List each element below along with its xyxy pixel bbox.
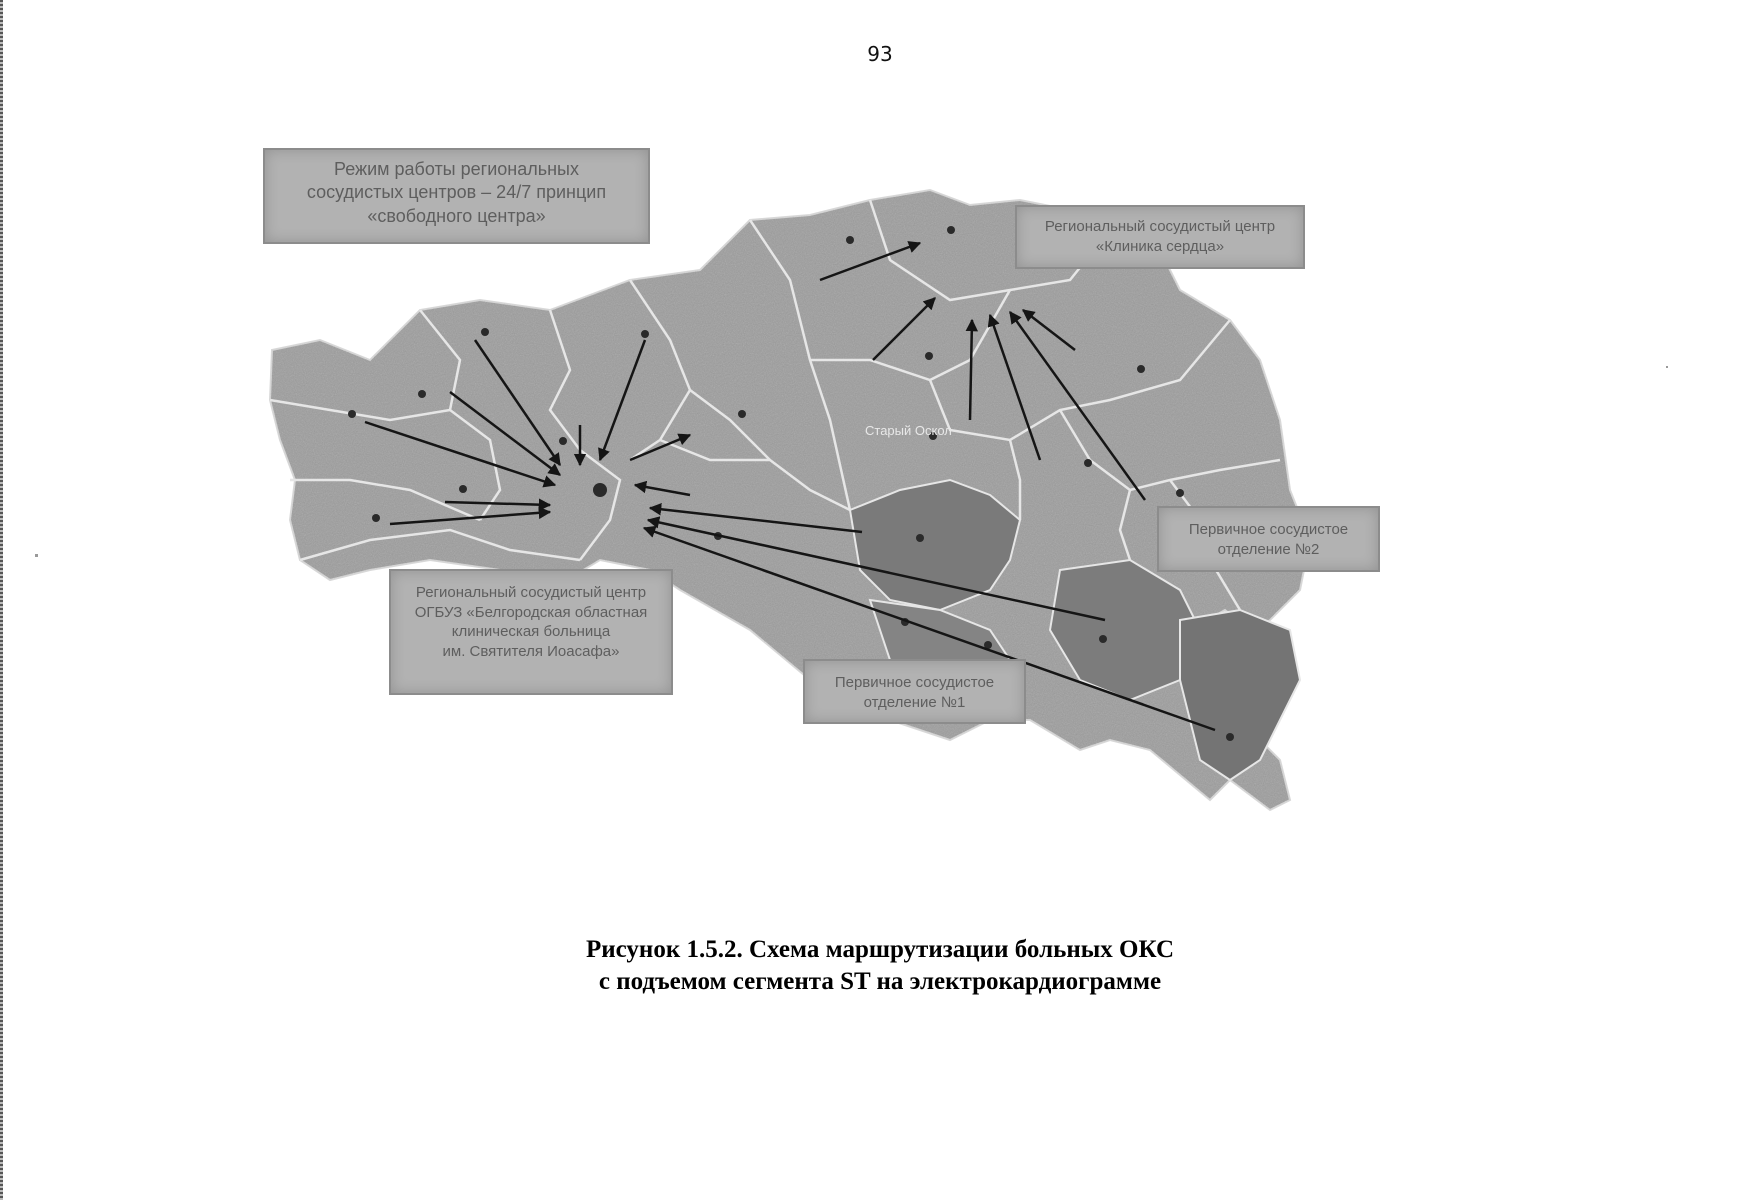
district-far-east-dark xyxy=(1180,610,1300,780)
belgorod-centre-dot xyxy=(593,483,607,497)
callout-line: Региональный сосудистый центр xyxy=(1044,218,1276,235)
callout-line: ОГБУЗ «Белгородская областная xyxy=(414,603,648,621)
callout-line: Режим работы региональных xyxy=(334,159,579,179)
district-dot xyxy=(1226,733,1234,741)
district-dot xyxy=(481,328,489,336)
district-dot xyxy=(459,485,467,493)
district-dot xyxy=(372,514,380,522)
district-dot xyxy=(1176,489,1184,497)
callout-line: сосудистых центров – 24/7 принцип xyxy=(306,182,607,203)
district-dot xyxy=(1137,365,1145,373)
routing-map-figure xyxy=(250,160,1500,905)
page-number: 93 xyxy=(867,42,893,66)
callout-pso-1 xyxy=(803,659,1026,724)
callout-line: Первичное сосудистое xyxy=(1188,521,1349,538)
district-dot xyxy=(1084,459,1092,467)
district-dot xyxy=(925,352,933,360)
map-city-label: Старый Оскол xyxy=(865,423,952,438)
scan-speck xyxy=(35,554,38,557)
callout-line: отделение №1 xyxy=(863,693,966,711)
callout-line: Региональный сосудистый центр xyxy=(415,584,647,601)
callout-line: «Клиника сердца» xyxy=(1095,237,1225,255)
callout-pso-2 xyxy=(1157,506,1380,572)
district-dot xyxy=(418,390,426,398)
callout-line: Первичное сосудистое xyxy=(834,674,995,691)
figure-caption xyxy=(0,934,1760,998)
callout-line: «свободного центра» xyxy=(367,205,546,226)
callout-center-mode xyxy=(263,148,650,244)
scan-left-edge xyxy=(0,0,3,1200)
scan-speck xyxy=(1666,366,1668,368)
callout-line: отделение №2 xyxy=(1217,540,1320,558)
district-dot xyxy=(916,534,924,542)
caption-line-2: с подъемом сегмента ST на электрокардиограмме xyxy=(598,968,1162,995)
district-dot xyxy=(738,410,746,418)
callout-rsc-regional-hospital xyxy=(389,569,673,695)
district-dot xyxy=(559,437,567,445)
callout-rsc-heart-clinic xyxy=(1015,205,1305,269)
caption-line-1: Рисунок 1.5.2. Схема маршрутизации больных ОКС xyxy=(585,936,1175,963)
callout-line: клиническая больница xyxy=(451,623,611,640)
district-dot xyxy=(846,236,854,244)
callout-line: им. Святителя Иоасафа» xyxy=(442,642,620,660)
district-dot xyxy=(947,226,955,234)
district-dot xyxy=(348,410,356,418)
district-dot xyxy=(1099,635,1107,643)
district-dot xyxy=(641,330,649,338)
